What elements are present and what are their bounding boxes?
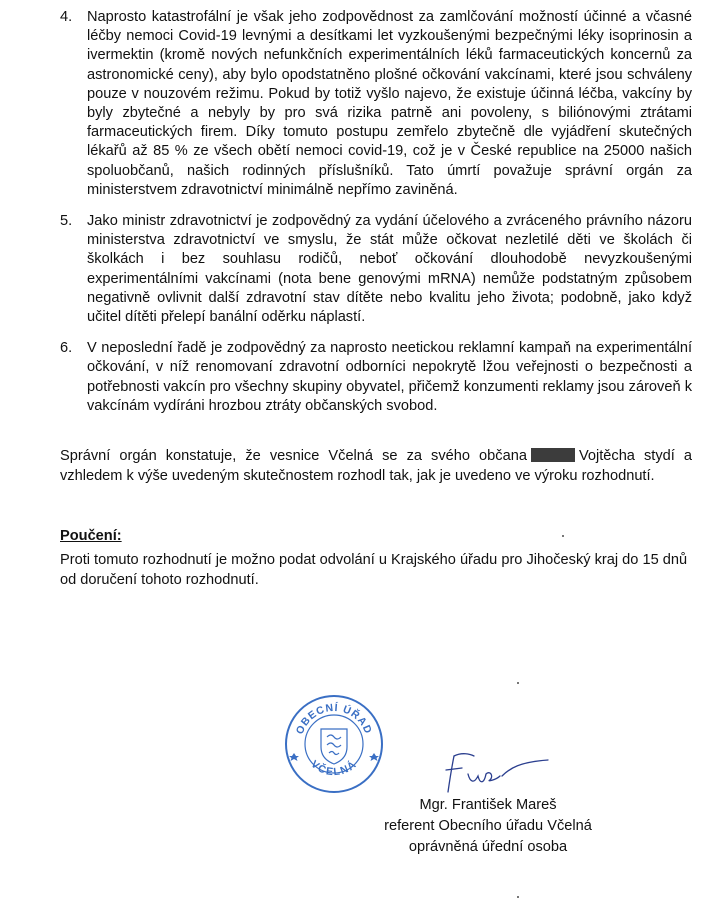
instruction-heading: Poučení:: [60, 528, 122, 544]
signatory-name: Mgr. František Mareš: [419, 797, 557, 813]
numbered-list: [60, 8, 692, 428]
scan-speck: [517, 682, 519, 684]
instruction-text: Proti tomuto rozhodnutí je možno podat odvolání u Krajského úřadu pro Jihočeský kraj do 15 dnů od doručení tohoto rozhodnutí.: [60, 552, 688, 588]
redacted-name-block: [531, 448, 575, 462]
item-text: V neposlední řadě je zodpovědný za naprosto neetickou reklamní kampaň na experimentální očkování, v níž renomovaní zdravotní odborníci nepokrytě lžou veřejnosti o bezpečnosti a potřebnosti vakcín pro všechny skupiny obyvatel, přičemž konzumenti reklamy jsou zároveň k vakcínám vydíráni hrozbou ztráty občanských svobod.: [87, 340, 692, 414]
stamp-bottom-text: VČELNÁ: [308, 758, 360, 779]
item-number: 5.: [60, 213, 73, 230]
conclusion-paragraph: [60, 446, 692, 486]
conclusion-text-start: Správní orgán konstatuje, že vesnice Včelná se za svého občana: [60, 448, 527, 464]
list-item: [60, 339, 692, 416]
office-stamp-icon: [283, 693, 385, 795]
list-item: [60, 212, 692, 327]
conclusion-text-end: Vojtěcha stydí a vzhledem k výše uvedeným skutečnostem rozhodl tak, jak je uvedeno ve výroku rozhodnutí.: [60, 448, 692, 484]
item-number: 4.: [60, 9, 73, 25]
item-text: Naprosto katastrofální je však jeho zodpovědnost za zamlčování možností účinné a včasné léčby nemoci Covid-19 levnými a desítkami let vyzkoušenými bezpečnými léky isoprinosin a ivermektin (kromě nových nefunkčních experimentálních léků farmaceutických koncernů za astronomické ceny), aby bylo opodstatněno plošné očkování vakcínami, které jsou schváleny pouze v nouzovém režimu. Pokud by totiž vyšlo najevo, že existuje účinná léčba, vakcíny by byly zbytečné a nebyly by pro svá rizika patrně ani povoleny, s biliónovými ztrátami farmaceutických firem. Díky tomuto postupu zemřelo zbytečně dle vyjádření skutečných lékařů až 85 % ze všech obětí nemoci covid-19, což je v České republice na 25000 našich spoluobčanů, našich rodinných příslušníků. Tato úmrtí považuje správní orgán za ministerstvem zdravotnictví minimálně nepřímo zaviněná.: [87, 9, 692, 198]
item-number: 6.: [60, 340, 73, 357]
item-text: Jako ministr zdravotnictví je zodpovědný za vydání účelového a zvráceného právního názoru ministerstva zdravotnictví ve smyslu, že stát může očkovat nezletilé děti ve školách či školkách i bez souhlasu rodičů, neboť očkování dlouhodobě nevyzkoušenými experimentálními vakcínami (nota bene genovými mRNA) nemůže podstatným způsobem negativně ovlivnit další zdravotní stav dítěte nebo kvalitu jeho života; podobně, jako když učitel dítěti přelepí banální oděrku náplastí.: [87, 213, 692, 326]
scan-speck: [517, 896, 519, 898]
signature-block: [378, 795, 598, 858]
signatory-authority: oprávněná úřední osoba: [408, 839, 568, 855]
scan-speck: [562, 535, 564, 537]
list-item: [60, 8, 692, 200]
handwritten-signature-icon: [440, 748, 560, 798]
coat-of-arms-icon: [321, 729, 347, 764]
stamp-top-text: OBECNÍ ÚŘAD: [293, 701, 375, 737]
signatory-role: referent Obecního úřadu Včelná: [384, 818, 592, 834]
